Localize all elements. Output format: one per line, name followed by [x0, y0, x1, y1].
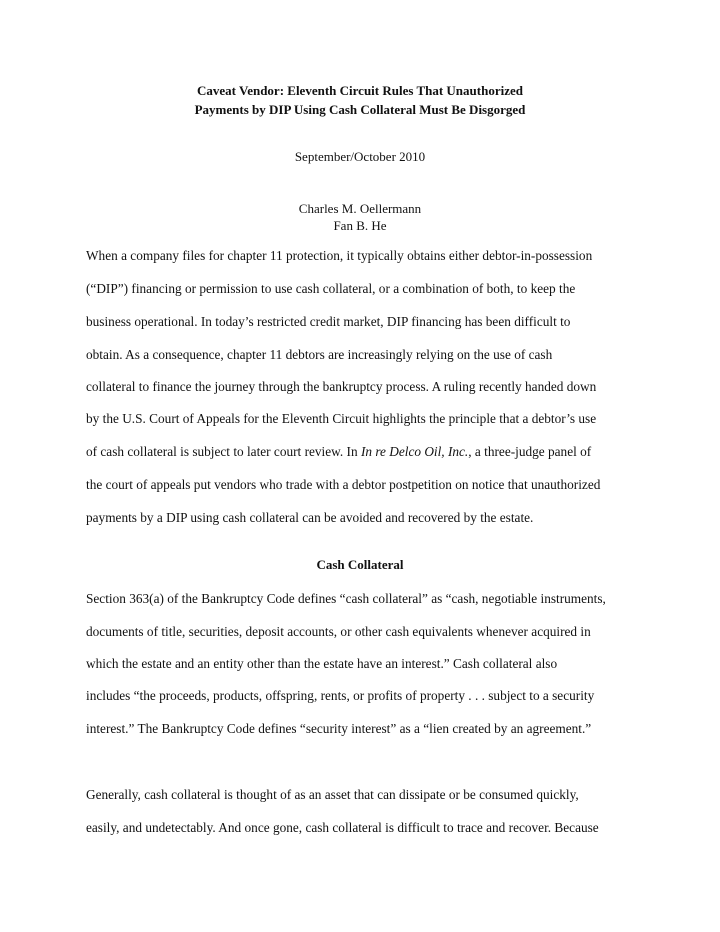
intro-line-1: When a company files for chapter 11 protection, it typically obtains either debtor-in-possession	[86, 248, 593, 263]
section-line-3: which the estate and an entity other than the estate have an interest.” Cash collateral also	[86, 656, 558, 671]
article-title	[0, 81, 720, 119]
intro-line-8: the court of appeals put vendors who trade with a debtor postpetition on notice that unauthorized	[86, 477, 601, 492]
case-name: In re Delco Oil, Inc.	[360, 444, 469, 459]
section-line-1: Section 363(a) of the Bankruptcy Code defines “cash collateral” as “cash, negotiable instruments,	[86, 591, 606, 606]
section-line-2: documents of title, securities, deposit accounts, or other cash equivalents whenever acquired in	[86, 624, 591, 639]
intro-line-7-after: , a three-judge panel of	[468, 444, 592, 459]
intro-line-7-before: of cash collateral is subject to later court review. In	[86, 444, 361, 459]
intro-line-3: business operational. In today’s restricted credit market, DIP financing has been difficult to	[86, 314, 571, 329]
intro-line-2: (“DIP”) financing or permission to use cash collateral, or a combination of both, to keep the	[86, 281, 576, 296]
generally-line-1: Generally, cash collateral is thought of as an asset that can dissipate or be consumed quickly,	[86, 787, 579, 802]
section-line-4: includes “the proceeds, products, offspring, rents, or profits of property . . . subject to a security	[86, 688, 595, 703]
authors	[0, 200, 720, 234]
title-line-1: Caveat Vendor: Eleventh Circuit Rules That Unauthorized	[197, 83, 523, 98]
section-heading: Cash Collateral	[316, 557, 404, 572]
article-date: September/October 2010	[294, 149, 426, 164]
intro-line-7	[86, 443, 646, 460]
intro-line-4: obtain. As a consequence, chapter 11 debtors are increasingly relying on the use of cash	[86, 347, 553, 362]
intro-line-6: by the U.S. Court of Appeals for the Eleventh Circuit highlights the principle that a debtor’s use	[86, 411, 597, 426]
intro-line-5: collateral to finance the journey through the bankruptcy process. A ruling recently handed down	[86, 379, 597, 394]
author-2: Fan B. He	[333, 218, 387, 233]
intro-line-9: payments by a DIP using cash collateral can be avoided and recovered by the estate.	[86, 510, 534, 525]
title-line-2: Payments by DIP Using Cash Collateral Must Be Disgorged	[194, 102, 526, 117]
section-line-5: interest.” The Bankruptcy Code defines “security interest” as a “lien created by an agreement.”	[86, 721, 592, 736]
generally-line-2: easily, and undetectably. And once gone, cash collateral is difficult to trace and recover. Because	[86, 820, 599, 835]
author-1: Charles M. Oellermann	[298, 201, 422, 216]
